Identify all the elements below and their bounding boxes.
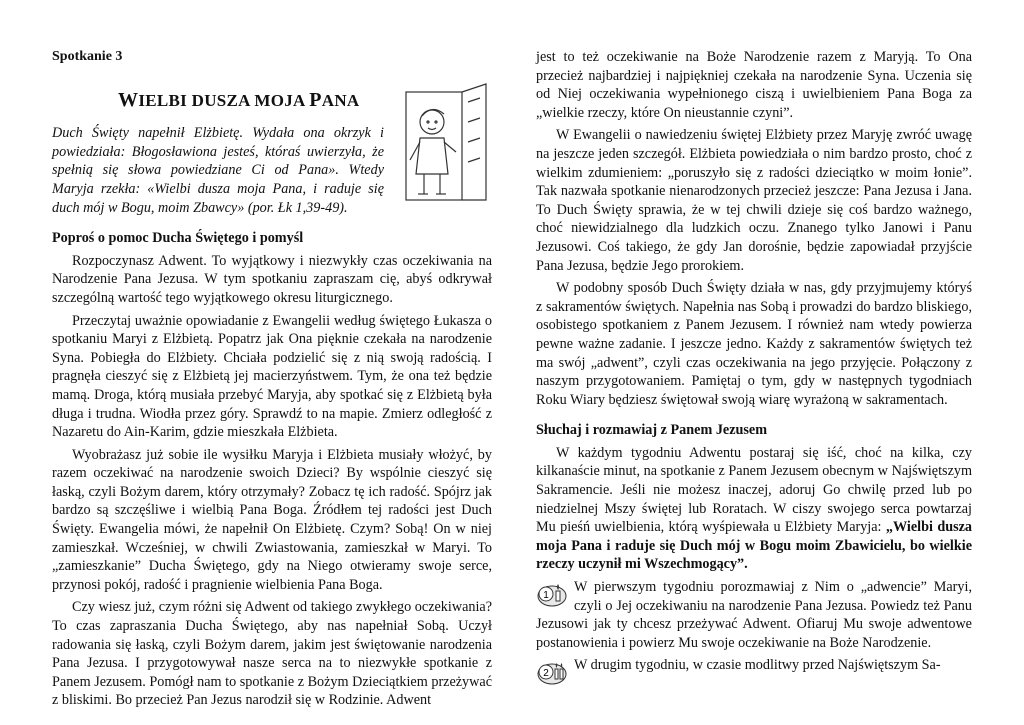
section-heading-pray: Poproś o pomoc Ducha Świętego i pomyśl	[52, 230, 304, 247]
chapter-title: WIELBI DUSZA MOJA PANA	[118, 88, 360, 111]
paragraph: W Ewangelii o nawiedzeniu świętej Elżbiety przez Maryję zwróć uwagę na jeszcze jeden szczegół. Elżbieta powiedziała o nim bardzo prosto, choć z wielkim zdumieniem: „poruszyło się z radości dzieciątko w moim łonie”. Tak nazwała spotkanie nienarodzonych przecież jeszcze: Pana Jezusa i Jana. To Duch Święty sprawia, że w tej chwili dzieje się coś bardzo ważnego, choć niewidzialnego dla ludzkich oczu. Znanego tylko Janowi i Panu Jezusowi. Coś takiego, że gdy Jan dorośnie, będzie zapowiadał przyjście Pana Jezusa, będzie Jego prorokiem.	[536, 127, 972, 274]
song-quote: „Wielbi dusza moja Pana i raduje się Duch mój w Bogu moim Zbawicielu, bo wielkie rzeczy uczynił mi Wszechmogący”.	[536, 519, 973, 573]
paragraph: W każdym tygodniu Adwentu postaraj się iść, choć na kilka, czy kilkanaście minut, na spotkanie z Panem Jezusem obecnym w Najświętszym Sakramencie. Jeśli nie możesz inaczej, adoruj Go chwilę przed lub po niedzielnej Mszy świętej lub Roratach. W ciszy swojego serca powtarzaj Mu pieśń uwielbienia, którą wyśpiewała u Elżbiety Maryja: „Wielbi dusza moja Pana i raduje się Duch mój w Bogu moim Zbawicielu, bo wielkie rzeczy uczynił mi Wszechmogący”.	[536, 444, 973, 573]
week-2-candle-icon	[536, 660, 568, 686]
session-label: Spotkanie 3	[52, 49, 123, 64]
svg-text:1: 1	[543, 590, 549, 602]
paragraph: Wyobrażasz już sobie ile wysiłku Maryja i Elżbieta musiały włożyć, by razem oczekiwać na narodzenie swoich Dzieci? By wspólnie cieszyć się łaską, czyli Bożym darem, który otrzymały? Zobacz tę ich radość. Spójrz jak bardzo są szczęśliwe i wielbią Pana Boga. Źródłem tej radości jest Duch Święty. Ewangelia mówi, że napełnił On Elżbietę. Czym? Sobą! On w niej zamieszkał. Wcześniej, w chwili Zwiastowania, zamieszkał w Maryi. To „zamieszkanie” Ducha Świętego, gdy na Niego otwieramy swoje serce, przynosi pokój, radość i pragnienie wielbienia Pana Boga.	[52, 446, 492, 593]
paragraph: jest to też oczekiwanie na Boże Narodzenie razem z Maryją. To Ona przecież najbardziej i najpiękniej czekała na narodzenie Syna. Uczenia się od Niej oczekiwania wypełnionego ciszą i uwielbieniem Pana Boga za „wielkie rzeczy, które On nieustannie czyni”.	[536, 49, 972, 121]
child-at-door-illustration	[402, 82, 492, 204]
left-column	[52, 48, 492, 710]
week-1-paragraph: 1 W pierwszym tygodniu porozmawiaj z Nim o „adwencie” Maryi, czyli o Jej oczekiwaniu na narodzenie Pana Jezusa. Powiedz też Panu Jezusowi jak ty chcesz przeżywać Adwent. Ofiaruj Mu swoje adwentowe postanowienia i powierz Mu swoje oczekiwanie na Boże Narodzenie.	[536, 579, 972, 651]
section-heading-listen: Słuchaj i rozmawiaj z Panem Jezusem	[536, 422, 768, 439]
svg-text:2: 2	[543, 668, 549, 680]
paragraph: Rozpoczynasz Adwent. To wyjątkowy i niezwykły czas oczekiwania na Narodzenie Pana Jezusa. W tym spotkaniu zapraszam cię, abyś odkrywał szczególną wartość tego wyjątkowego okresu liturgicznego.	[52, 252, 492, 306]
week-2-paragraph: 2 W drugim tygodniu, w czasie modlitwy przed Najświętszym Sa-	[536, 656, 972, 675]
week-1-candle-icon	[536, 582, 568, 608]
right-column	[536, 48, 972, 686]
intro-quote: Duch Święty napełnił Elżbietę. Wydała ona okrzyk i powiedziała: Błogosławiona jesteś, któraś uwierzyła, że spełnią się słowa powiedziane Ci od Pana». Wtedy Maryja rzekła: «Wielbi dusza moja Pana, i raduje się duch mój w Bogu, moim Zbawcy» (por. Łk 1,39-49).	[52, 125, 384, 216]
paragraph: Przeczytaj uważnie opowiadanie z Ewangelii według świętego Łukasza o spotkaniu Maryi z Elżbietą. Popatrz jak Ona pięknie czekała na narodzenie Syna. Pobiegła do Elżbiety. Chciała podzielić się z nią swoją radością. I pragnęła cieszyć się z Elżbietą jej macierzyństwem. Tym, że ona też będzie mamą. Droga, którą musiała przebyć Maryja, aby spotkać się z Elżbietą była długa i trudna. Wiodła przez góry. Sprawdź to na mapie. Zmierz odległość z Nazaretu do Ain-Karim, gdzie mieszkała Elżbieta.	[52, 312, 492, 441]
paragraph: Czy wiesz już, czym różni się Adwent od takiego zwykłego oczekiwania? To czas zapraszania Ducha Świętego, aby nas napełniał Sobą. Uczył radowania się łaską, czyli Bożym darem, jakim jest świętowanie narodzenia Pana Jezusa. I przygotowywał nasze serca na to niezwykłe spotkanie z Panem Jezusem. Pomógł nam to spotkanie z Bożym Dzieciątkiem przeżywać z bliskimi. Bo przecież Pan Jezus narodził się w Rodzinie. Adwent	[52, 599, 492, 709]
paragraph: W podobny sposób Duch Święty działa w nas, gdy przyjmujemy któryś z sakramentów świętych. Napełnia nas Sobą i prowadzi do bardzo bliskiego, osobistego spotkaniem z Panem Jezusem. I również nam wtedy powierza pewne ważne zadanie. I jeszcze jedno. Każdy z sakramentów świętych też ma swój „adwent”, czyli czas oczekiwania na jego przyjęcie. Połączony z naszym przygotowaniem. Pamiętaj o tym, gdy w następnych tygodniach Roku Wiary będziesz świętował swoją wiarę wyrażoną w sakramentach.	[536, 280, 972, 408]
